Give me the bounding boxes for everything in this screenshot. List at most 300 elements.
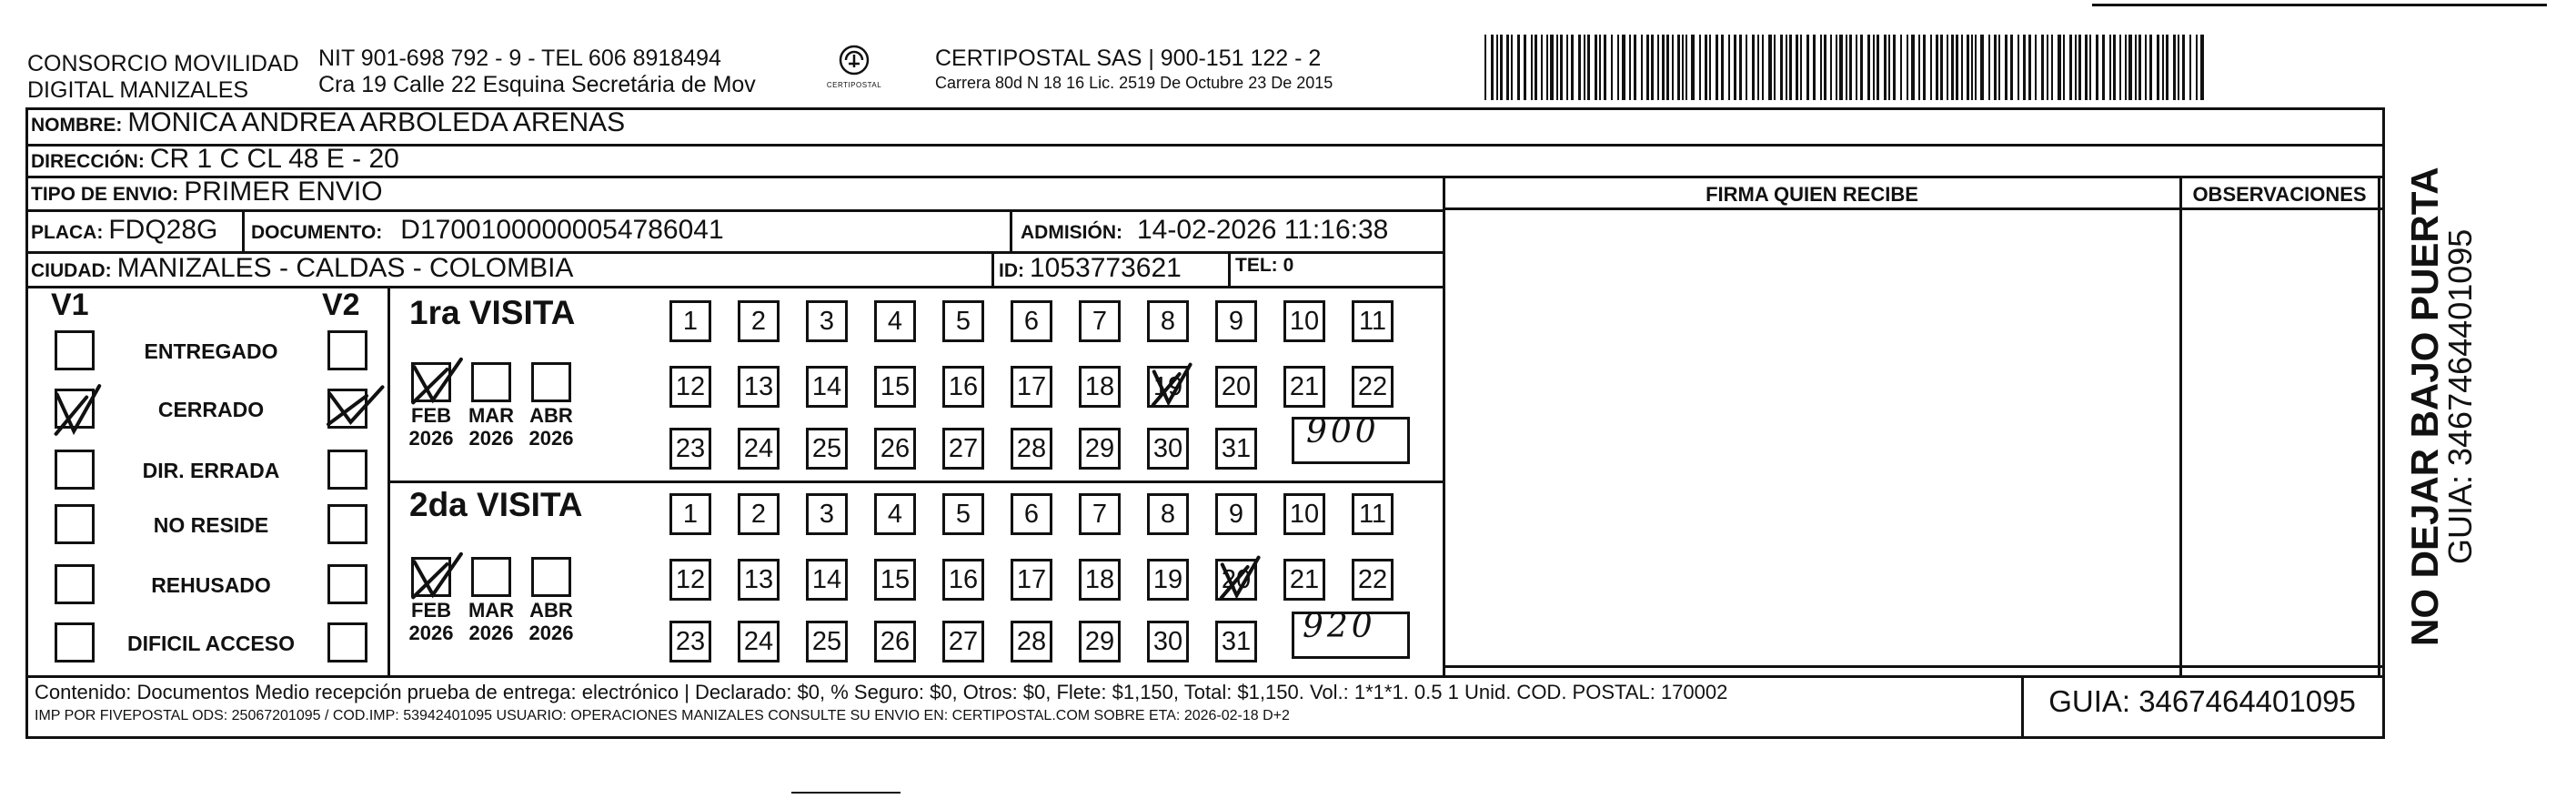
nombre-label: NOMBRE:: [31, 115, 123, 136]
barcode-bar: [1535, 35, 1537, 100]
v2-label: V2: [322, 288, 360, 322]
day-box-31[interactable]: 31: [1215, 428, 1257, 470]
month-label: [463, 404, 519, 450]
barcode-bar: [2078, 35, 2081, 100]
col-line: [991, 251, 994, 286]
barcode-bar: [2075, 35, 2077, 100]
month-label: [523, 404, 579, 450]
day-box-16[interactable]: 16: [942, 366, 984, 408]
row-line: [25, 675, 2385, 678]
side-guia: GUIA: 3467464401095: [2441, 228, 2479, 564]
col-line: [1010, 209, 1012, 251]
barcode-bar: [2178, 35, 2179, 100]
barcode-bar: [2089, 35, 2091, 100]
barcode-bar: [2096, 35, 2098, 100]
certipostal-logo: [815, 44, 893, 89]
footer-guia: GUIA: 3467464401095: [2048, 684, 2356, 718]
status-label: DIFICIL ACCESO: [126, 632, 295, 655]
barcode-bar: [2138, 35, 2141, 100]
month-name: MAR: [468, 404, 515, 427]
day-box-22[interactable]: 22: [1352, 366, 1394, 408]
day-box-26[interactable]: 26: [874, 428, 916, 470]
barcode-bar: [2135, 35, 2137, 100]
day-box-2[interactable]: 2: [738, 493, 780, 535]
address-line: Cra 19 Calle 22 Esquina Secretária de Mov: [318, 72, 756, 97]
barcode-bar: [1634, 35, 1636, 100]
barcode-bar: [1584, 35, 1585, 100]
day-box-20[interactable]: 20: [1215, 559, 1257, 601]
barcode-bar: [1685, 35, 1687, 100]
barcode-bar: [1923, 35, 1926, 100]
direccion-row: [31, 144, 399, 175]
barcode-bar: [1531, 35, 1533, 100]
day-box-12[interactable]: 12: [669, 559, 711, 601]
day-box-24[interactable]: 24: [738, 621, 780, 662]
v1-checkbox-dificil-acceso[interactable]: [55, 622, 95, 662]
visit-divider: [387, 480, 1444, 483]
barcode-bar: [1884, 35, 1887, 100]
v1-checkbox-cerrado[interactable]: [55, 389, 95, 429]
day-box-19[interactable]: 19: [1147, 366, 1189, 408]
logo-text: CERTIPOSTAL: [826, 81, 882, 89]
barcode-bar: [1691, 35, 1695, 100]
barcode-bar: [1768, 35, 1772, 100]
day-box-27[interactable]: 27: [942, 621, 984, 662]
day-box-18[interactable]: 18: [1079, 366, 1121, 408]
barcode-bar: [1746, 35, 1747, 100]
tel-value: 0: [1283, 255, 1294, 276]
barcode-bar: [2145, 35, 2147, 100]
second-visit-title: 2da VISITA: [409, 486, 583, 523]
row-line: [25, 209, 1444, 212]
barcode-bar: [1491, 35, 1494, 100]
month-name: MAR: [468, 599, 515, 622]
barcode-bar: [1907, 35, 1908, 100]
col-line: [242, 209, 245, 251]
barcode-bar: [1595, 35, 1597, 100]
company-line1: CONSORCIO MOVILIDAD: [27, 51, 299, 76]
barcode-bar: [1556, 35, 1558, 100]
id-label: ID:: [999, 260, 1024, 281]
barcode-bar: [1699, 35, 1701, 100]
tipo-value: PRIMER ENVIO: [184, 177, 383, 207]
nombre-row: [31, 107, 625, 138]
status-label: NO RESIDE: [153, 513, 269, 537]
firma-header: FIRMA QUIEN RECIBE: [1706, 183, 1918, 206]
day-box-17[interactable]: 17: [1011, 366, 1052, 408]
barcode-bar: [2109, 35, 2111, 100]
certipostal-info: [935, 46, 1333, 94]
barcode-bar: [1824, 35, 1826, 100]
placa-row: [31, 215, 217, 246]
barcode-bar: [1629, 35, 1631, 100]
barcode: [1483, 35, 2207, 100]
day-box-19[interactable]: 19: [1147, 559, 1189, 601]
day-box-31[interactable]: 31: [1215, 621, 1257, 662]
barcode-bar: [1716, 35, 1718, 100]
documento-value: D17001000000054786041: [400, 215, 724, 245]
barcode-bar: [1506, 35, 1509, 100]
barcode-bar: [1646, 35, 1649, 100]
barcode-bar: [1546, 35, 1548, 100]
barcode-bar: [1560, 35, 1563, 100]
day-box-8[interactable]: 8: [1147, 493, 1189, 535]
month-checkbox-mar[interactable]: [471, 362, 511, 402]
barcode-bar: [1541, 35, 1543, 100]
barcode-bar: [1752, 35, 1755, 100]
barcode-bar: [1709, 35, 1711, 100]
barcode-bar: [2149, 35, 2152, 100]
month-checkbox-abr[interactable]: [531, 362, 571, 402]
barcode-bar: [1820, 35, 1822, 100]
barcode-bar: [2047, 35, 2048, 100]
barcode-bar: [1846, 35, 1847, 100]
v2-checkbox-dir-errada[interactable]: [327, 450, 367, 490]
barcode-bar: [2041, 35, 2044, 100]
v1-checkbox-rehusado[interactable]: [55, 564, 95, 604]
day-box-24[interactable]: 24: [738, 428, 780, 470]
certipostal-line: CERTIPOSTAL SAS | 900-151 122 - 2: [935, 46, 1322, 71]
day-box-10[interactable]: 10: [1283, 493, 1325, 535]
month-label: [463, 599, 519, 644]
direccion-label: DIRECCIÓN:: [31, 151, 145, 172]
barcode-bar: [1587, 35, 1590, 100]
barcode-bar: [1734, 35, 1736, 100]
day-box-27[interactable]: 27: [942, 428, 984, 470]
top-edge: [2092, 4, 2547, 6]
documento-label: DOCUMENTO:: [251, 222, 383, 243]
barcode-bar: [1856, 35, 1857, 100]
barcode-bar: [2189, 35, 2191, 100]
day-box-13[interactable]: 13: [738, 366, 780, 408]
barcode-bar: [1860, 35, 1863, 100]
barcode-bar: [2102, 35, 2105, 100]
barcode-bar: [1961, 35, 1963, 100]
col-line: [2378, 176, 2380, 675]
barcode-bar: [2162, 35, 2164, 100]
day-box-9[interactable]: 9: [1215, 493, 1257, 535]
day-box-4[interactable]: 4: [874, 493, 916, 535]
day-box-8[interactable]: 8: [1147, 300, 1189, 342]
barcode-bar: [2113, 35, 2116, 100]
month-year: 2026: [408, 427, 454, 450]
month-checkbox-feb[interactable]: [411, 362, 451, 402]
barcode-bar: [1849, 35, 1852, 100]
month-year: 2026: [468, 427, 514, 450]
barcode-bar: [2157, 35, 2159, 100]
day-box-20[interactable]: 20: [1215, 366, 1257, 408]
firma-area[interactable]: [1446, 211, 2178, 673]
barcode-bar: [2018, 35, 2019, 100]
observaciones-header: OBSERVACIONES: [2192, 183, 2367, 206]
barcode-bar: [1672, 35, 1674, 100]
day-box-10[interactable]: 10: [1283, 300, 1325, 342]
barcode-bar: [2063, 35, 2065, 100]
day-box-29[interactable]: 29: [1079, 428, 1121, 470]
day-box-25[interactable]: 25: [806, 428, 848, 470]
status-label: CERRADO: [157, 398, 265, 421]
day-box-13[interactable]: 13: [738, 559, 780, 601]
barcode-bar: [1611, 35, 1613, 100]
barcode-bar: [2119, 35, 2121, 100]
day-box-5[interactable]: 5: [942, 493, 984, 535]
barcode-bar: [2085, 35, 2088, 100]
v1-checkbox-no-reside[interactable]: [55, 504, 95, 544]
barcode-bar: [2005, 35, 2007, 100]
col-line: [1228, 251, 1231, 286]
barcode-bar: [1930, 35, 1932, 100]
day-box-1[interactable]: 1: [669, 300, 711, 342]
barcode-bar: [1682, 35, 1684, 100]
day-box-7[interactable]: 7: [1079, 493, 1121, 535]
barcode-bar: [1988, 35, 1990, 100]
barcode-bar: [1789, 35, 1792, 100]
barcode-bar: [2058, 35, 2061, 100]
id-row: [999, 253, 1182, 284]
barcode-bar: [1774, 35, 1776, 100]
day-box-14[interactable]: 14: [806, 559, 848, 601]
day-box-7[interactable]: 7: [1079, 300, 1121, 342]
documento-row: [251, 215, 724, 246]
barcode-bar: [1786, 35, 1787, 100]
barcode-bar: [1888, 35, 1890, 100]
barcode-bar: [1762, 35, 1764, 100]
month-year: 2026: [408, 622, 454, 644]
barcode-bar: [1524, 35, 1526, 100]
company-name: [27, 51, 299, 104]
row-line: [1444, 207, 2385, 210]
nombre-value: MONICA ANDREA ARBOLEDA ARENAS: [127, 107, 626, 137]
ciudad-label: CIUDAD:: [31, 260, 112, 281]
month-label: [523, 599, 579, 644]
day-box-28[interactable]: 28: [1011, 621, 1052, 662]
barcode-bar: [1677, 35, 1680, 100]
barcode-bar: [1651, 35, 1654, 100]
day-box-15[interactable]: 15: [874, 366, 916, 408]
day-box-11[interactable]: 11: [1352, 493, 1394, 535]
barcode-bar: [2010, 35, 2013, 100]
barcode-bar: [1662, 35, 1665, 100]
barcode-bar: [1517, 35, 1520, 100]
barcode-bar: [2182, 35, 2185, 100]
barcode-bar: [1911, 35, 1915, 100]
month-label: [403, 599, 459, 644]
status-label: REHUSADO: [151, 573, 271, 597]
barcode-bar: [1666, 35, 1669, 100]
barcode-bar: [2200, 35, 2204, 100]
tel-label: TEL:: [1235, 255, 1278, 276]
barcode-bar: [1975, 35, 1977, 100]
barcode-bar: [1622, 35, 1625, 100]
barcode-bar: [1500, 35, 1503, 100]
day-box-15[interactable]: 15: [874, 559, 916, 601]
ciudad-row: [31, 253, 573, 284]
barcode-bar: [1566, 35, 1568, 100]
barcode-bar: [1918, 35, 1920, 100]
license-line: Carrera 80d N 18 16 Lic. 2519 De Octubre 23 De 2015: [935, 74, 1333, 92]
barcode-bar: [1657, 35, 1659, 100]
barcode-bar: [1578, 35, 1581, 100]
admision-row: [1021, 215, 1388, 246]
barcode-bar: [1839, 35, 1843, 100]
day-box-11[interactable]: 11: [1352, 300, 1394, 342]
second-time-handwritten: 920: [1303, 608, 1376, 645]
day-box-23[interactable]: 23: [669, 621, 711, 662]
month-checkbox-feb[interactable]: [411, 557, 451, 597]
barcode-bar: [1956, 35, 1958, 100]
barcode-bar: [1780, 35, 1783, 100]
day-box-3[interactable]: 3: [806, 493, 848, 535]
v2-checkbox-cerrado[interactable]: [327, 389, 367, 429]
day-box-30[interactable]: 30: [1147, 621, 1189, 662]
placa-value: FDQ28G: [108, 215, 218, 245]
v2-checkbox-entregado[interactable]: [327, 330, 367, 370]
barcode-bar: [1947, 35, 1948, 100]
barcode-bar: [1994, 35, 1997, 100]
barcode-bar: [1599, 35, 1601, 100]
v1-label: V1: [51, 288, 89, 322]
barcode-bar: [2196, 35, 2198, 100]
day-box-16[interactable]: 16: [942, 559, 984, 601]
day-box-6[interactable]: 6: [1011, 300, 1052, 342]
day-box-23[interactable]: 23: [669, 428, 711, 470]
id-value: 1053773621: [1030, 253, 1182, 283]
status-label: DIR. ERRADA: [142, 459, 280, 482]
barcode-bar: [2128, 35, 2132, 100]
admision-label: ADMISIÓN:: [1021, 222, 1122, 243]
day-box-21[interactable]: 21: [1283, 366, 1325, 408]
barcode-bar: [1873, 35, 1875, 100]
month-year: 2026: [528, 427, 574, 450]
barcode-bar: [1728, 35, 1730, 100]
certipostal-logo-icon: [835, 44, 873, 76]
day-box-12[interactable]: 12: [669, 366, 711, 408]
observaciones-area[interactable]: [2183, 211, 2376, 673]
v1-checkbox-entregado[interactable]: [55, 330, 95, 370]
day-box-21[interactable]: 21: [1283, 559, 1325, 601]
v2-checkbox-no-reside[interactable]: [327, 504, 367, 544]
barcode-bar: [2069, 35, 2072, 100]
barcode-bar: [1836, 35, 1837, 100]
month-label: [403, 404, 459, 450]
v1-checkbox-dir-errada[interactable]: [55, 450, 95, 490]
barcode-bar: [1705, 35, 1707, 100]
day-box-3[interactable]: 3: [806, 300, 848, 342]
month-name: ABR: [529, 404, 573, 427]
barcode-bar: [1806, 35, 1809, 100]
barcode-bar: [1980, 35, 1984, 100]
barcode-bar: [2028, 35, 2031, 100]
nit-line: NIT 901-698 792 - 9 - TEL 606 8918494: [318, 46, 721, 71]
day-box-29[interactable]: 29: [1079, 621, 1121, 662]
barcode-bar: [2023, 35, 2026, 100]
col-line: [2021, 675, 2024, 739]
month-name: FEB: [411, 404, 451, 427]
month-checkbox-mar[interactable]: [471, 557, 511, 597]
month-name: ABR: [529, 599, 573, 622]
first-time-handwritten: 900: [1306, 413, 1380, 450]
barcode-bar: [1936, 35, 1938, 100]
barcode-bar: [1813, 35, 1816, 100]
barcode-bar: [2051, 35, 2053, 100]
day-box-26[interactable]: 26: [874, 621, 916, 662]
company-contact: [318, 46, 756, 98]
barcode-bar: [1971, 35, 1973, 100]
barcode-bar: [2166, 35, 2168, 100]
barcode-bar: [1739, 35, 1742, 100]
v2-checkbox-rehusado[interactable]: [327, 564, 367, 604]
barcode-bar: [1800, 35, 1802, 100]
company-line2: DIGITAL MANIZALES: [27, 77, 249, 103]
placa-label: PLACA:: [31, 222, 104, 243]
v2-checkbox-dificil-acceso[interactable]: [327, 622, 367, 662]
footer-line2: IMP POR FIVEPOSTAL ODS: 25067201095 / COD.IMP: 53942401095 USUARIO: OPERACIONES MANIZALES CONSULTE SU ENVIO EN: CERTIPOSTAL.COM SOBRE ETA: 2026-02-18 D+2: [35, 708, 1290, 723]
barcode-bar: [1571, 35, 1574, 100]
tipo-label: TIPO DE ENVIO:: [31, 184, 179, 205]
footer-line1: Contenido: Documentos Medio recepción prueba de entrega: electrónico | Declarado: $0, % Seguro: $0, Otros: $0, Flete: $1,150, Total: $1,150. Vol.: 1*1*1. 0.5 1 Unid. COD. POSTAL: 170002: [35, 681, 1728, 703]
day-box-2[interactable]: 2: [738, 300, 780, 342]
barcode-bar: [1550, 35, 1554, 100]
month-checkbox-abr[interactable]: [531, 557, 571, 597]
barcode-bar: [1617, 35, 1619, 100]
day-box-28[interactable]: 28: [1011, 428, 1052, 470]
barcode-bar: [1604, 35, 1606, 100]
barcode-bar: [1867, 35, 1870, 100]
month-year: 2026: [528, 622, 574, 644]
day-box-30[interactable]: 30: [1147, 428, 1189, 470]
day-box-1[interactable]: 1: [669, 493, 711, 535]
month-year: 2026: [468, 622, 514, 644]
month-name: FEB: [411, 599, 451, 622]
col-line: [2179, 176, 2182, 675]
barcode-bar: [2125, 35, 2127, 100]
day-box-17[interactable]: 17: [1011, 559, 1052, 601]
barcode-bar: [2173, 35, 2176, 100]
day-box-25[interactable]: 25: [806, 621, 848, 662]
barcode-bar: [1484, 35, 1486, 100]
day-box-22[interactable]: 22: [1352, 559, 1394, 601]
day-box-6[interactable]: 6: [1011, 493, 1052, 535]
status-label: ENTREGADO: [144, 339, 278, 363]
tipo-row: [31, 177, 383, 207]
barcode-bar: [1998, 35, 2000, 100]
barcode-bar: [1757, 35, 1759, 100]
day-box-4[interactable]: 4: [874, 300, 916, 342]
ciudad-value: MANIZALES - CALDAS - COLOMBIA: [116, 253, 574, 283]
day-box-9[interactable]: 9: [1215, 300, 1257, 342]
barcode-bar: [1830, 35, 1832, 100]
barcode-bar: [1951, 35, 1954, 100]
side-notice: NO DEJAR BAJO PUERTA: [2403, 167, 2446, 646]
barcode-bar: [1967, 35, 1969, 100]
barcode-bar: [1721, 35, 1724, 100]
day-box-18[interactable]: 18: [1079, 559, 1121, 601]
barcode-bar: [1893, 35, 1896, 100]
barcode-bar: [1511, 35, 1513, 100]
day-box-5[interactable]: 5: [942, 300, 984, 342]
barcode-bar: [1496, 35, 1498, 100]
direccion-value: CR 1 C CL 48 E - 20: [149, 144, 399, 174]
row-line: [25, 286, 1444, 288]
tel-row: [1235, 255, 1293, 277]
day-box-14[interactable]: 14: [806, 366, 848, 408]
barcode-bar: [1641, 35, 1643, 100]
bottom-edge: [791, 792, 901, 794]
first-visit-title: 1ra VISITA: [409, 294, 576, 331]
barcode-bar: [2035, 35, 2037, 100]
barcode-bar: [1900, 35, 1902, 100]
admision-value: 14-02-2026 11:16:38: [1137, 215, 1389, 245]
